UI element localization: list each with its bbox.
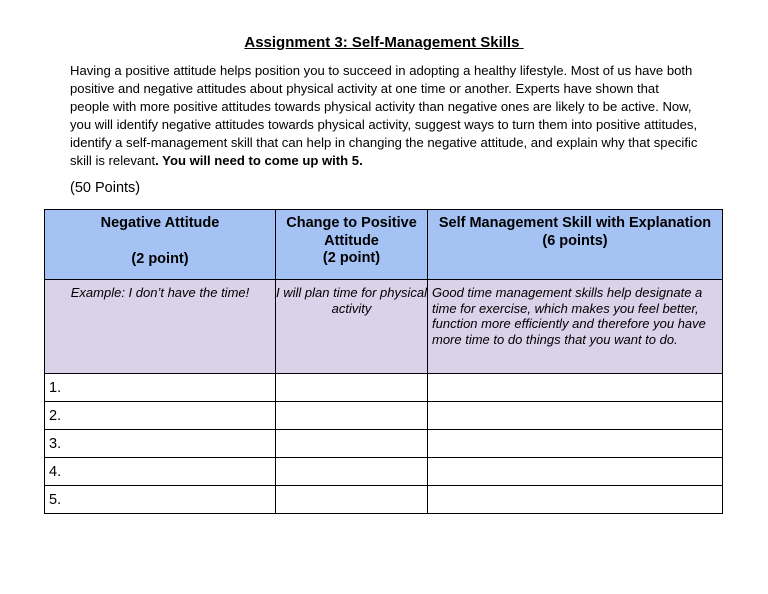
row-skill-cell[interactable] xyxy=(428,374,723,402)
row-number: 2. xyxy=(49,407,62,424)
row-positive-cell[interactable] xyxy=(276,486,428,514)
example-positive-attitude: I will plan time for physical activity xyxy=(276,280,428,374)
row-number: 5. xyxy=(49,491,62,508)
assignment-title: Assignment 3: Self-Management Skills xyxy=(244,34,524,51)
table-row xyxy=(45,402,723,430)
header-points: (2 point) xyxy=(131,250,189,267)
header-change-to-positive xyxy=(276,210,428,280)
row-number: 4. xyxy=(49,463,62,480)
header-label: Negative Attitude xyxy=(100,215,220,231)
row-negative-cell[interactable] xyxy=(45,486,276,514)
header-label: Self Management Skill with Explanation xyxy=(438,215,712,231)
header-self-management-skill xyxy=(428,210,723,280)
intro-bold-requirement: . You will need to come up with 5. xyxy=(155,153,363,168)
row-positive-cell[interactable] xyxy=(276,374,428,402)
example-skill-explanation: Good time management skills help designate a time for exercise, which makes you feel better, function more efficiently and therefore you have more time to do things that you want to do. xyxy=(428,280,723,374)
table-row xyxy=(45,458,723,486)
header-points: (2 point) xyxy=(322,250,381,266)
total-points: (50 Points) xyxy=(70,180,141,196)
row-number: 3. xyxy=(49,435,62,452)
row-negative-cell[interactable] xyxy=(45,402,276,430)
row-positive-cell[interactable] xyxy=(276,402,428,430)
table-row xyxy=(45,374,723,402)
header-negative-attitude xyxy=(45,210,276,280)
row-negative-cell[interactable] xyxy=(45,430,276,458)
example-negative-attitude: Example: I don’t have the time! xyxy=(45,280,276,374)
table-row xyxy=(45,486,723,514)
row-negative-cell[interactable] xyxy=(45,458,276,486)
table-header-row xyxy=(45,210,723,280)
header-label: Change to Positive Attitude xyxy=(286,215,417,249)
row-positive-cell[interactable] xyxy=(276,430,428,458)
table-example-row xyxy=(45,280,723,374)
row-number: 1. xyxy=(49,379,62,396)
assignment-table xyxy=(44,209,723,514)
row-positive-cell[interactable] xyxy=(276,458,428,486)
row-skill-cell[interactable] xyxy=(428,430,723,458)
header-points: (6 points) xyxy=(542,232,608,249)
row-skill-cell[interactable] xyxy=(428,486,723,514)
row-skill-cell[interactable] xyxy=(428,458,723,486)
table-row xyxy=(45,430,723,458)
row-skill-cell[interactable] xyxy=(428,402,723,430)
intro-text: Having a positive attitude helps position you to succeed in adopting a healthy lifestyle. Most of us have both positive and negative attitudes about physical activity at one time or another. Experts have shown that people with more positive attitudes towards physical activity than negative ones are likely to be active. Now, you will identify negative attitudes towards physical activity, suggest ways to turn them into positive attitudes, identify a self-management skill that can help in changing the negative attitude, and explain why that specific skill is relevant xyxy=(70,63,698,168)
row-negative-cell[interactable] xyxy=(45,374,276,402)
intro-paragraph xyxy=(70,62,700,170)
